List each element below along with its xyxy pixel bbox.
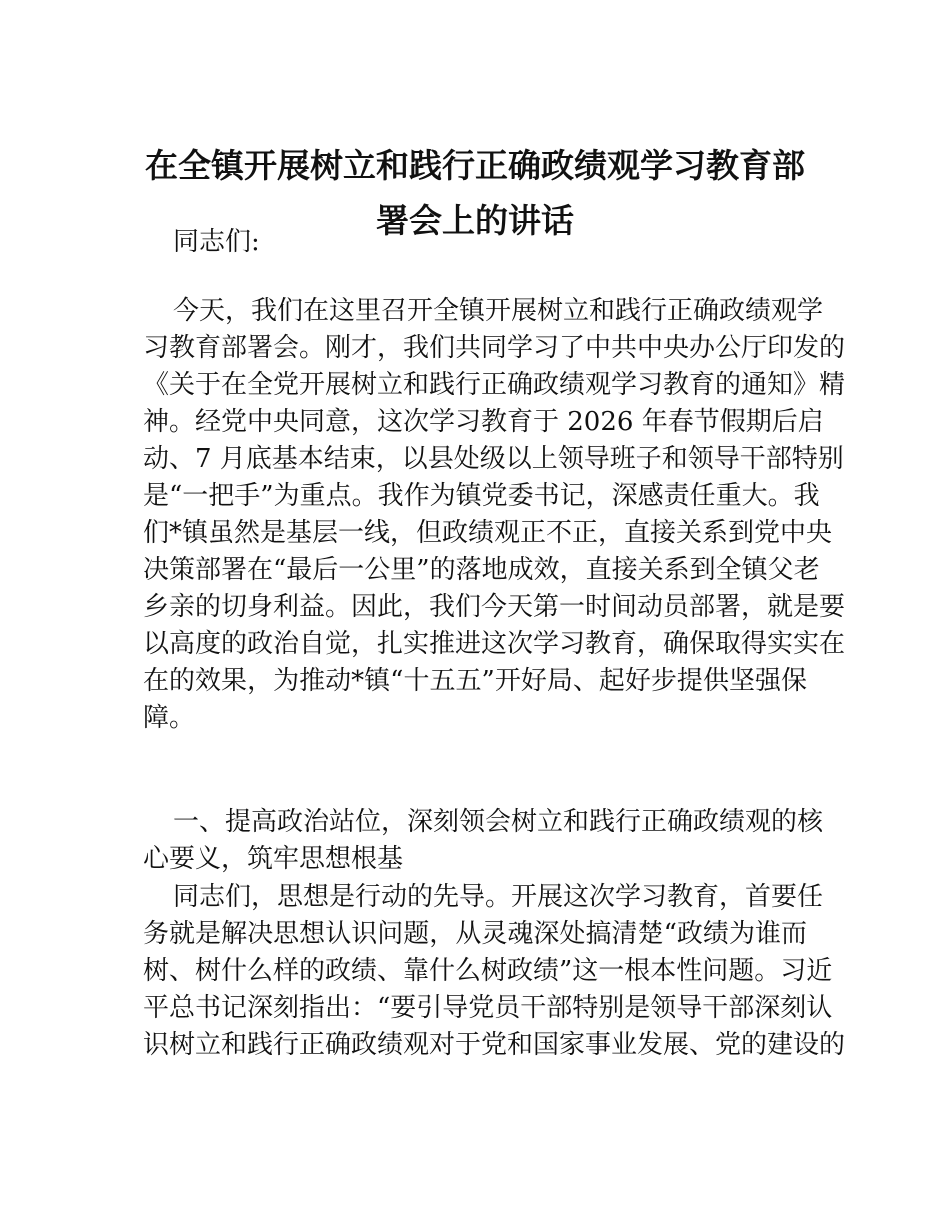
paragraph-line: 神。经党中央同意，这次学习教育于 2026 年春节假期后启 [143,407,824,437]
paragraph-line: 一、提高政治站位，深刻领会树立和践行正确政绩观的核 [173,807,824,837]
paragraph-line: 今天，我们在这里召开全镇开展树立和践行正确政绩观学 [173,296,824,326]
salutation [143,224,807,261]
title-line: 在全镇开展树立和践行正确政绩观学习教育部 [145,146,805,185]
paragraph-line: 在的效果，为推动*镇“十五五”开好局、起好步提供坚强保 [143,666,807,696]
paragraph-line: 动、7 月底基本结束，以县处级以上领导班子和领导干部特别 [143,444,844,474]
paragraph-line: 以高度的政治自觉，扎实推进这次学习教育，确保取得实实在 [143,629,846,659]
title-line: 署会上的讲话 [376,201,574,240]
paragraph-line: 《关于在全党开展树立和践行正确政绩观学习教育的通知》精 [143,370,846,400]
paragraph-line: 乡亲的切身利益。因此，我们今天第一时间动员部署，就是要 [143,592,846,622]
paragraph-line: 决策部署在“最后一公里”的落地成效，直接关系到全镇父老 [143,555,820,585]
paragraph-line: 们*镇虽然是基层一线，但政绩观正不正，直接关系到党中央 [143,518,833,548]
paragraph-line: 习教育部署会。刚才，我们共同学习了中共中央办公厅印发的 [143,333,846,363]
paragraph-line: 平总书记深刻指出：“要引导党员干部特别是领导干部深刻认 [143,993,833,1023]
salutation-text: 同志们: [173,227,260,257]
paragraph-line: 树、树什么样的政绩、靠什么树政绩”这一根本性问题。习近 [143,956,833,986]
section-heading-1 [143,804,824,878]
paragraph-section-1 [143,879,846,1064]
paragraph-line: 同志们，思想是行动的先导。开展这次学习教育，首要任 [173,882,824,912]
paragraph-line: 识树立和践行正确政绩观对于党和国家事业发展、党的建设的 [143,1030,846,1060]
paragraph-line: 障。 [143,703,196,733]
paragraph-line: 心要义，筑牢思想根基 [143,844,404,874]
paragraph-intro [143,293,846,737]
paragraph-line: 是“一把手”为重点。我作为镇党委书记，深感责任重大。我 [143,481,820,511]
paragraph-line: 务就是解决思想认识问题，从灵魂深处搞清楚“政绩为谁而 [143,919,807,949]
